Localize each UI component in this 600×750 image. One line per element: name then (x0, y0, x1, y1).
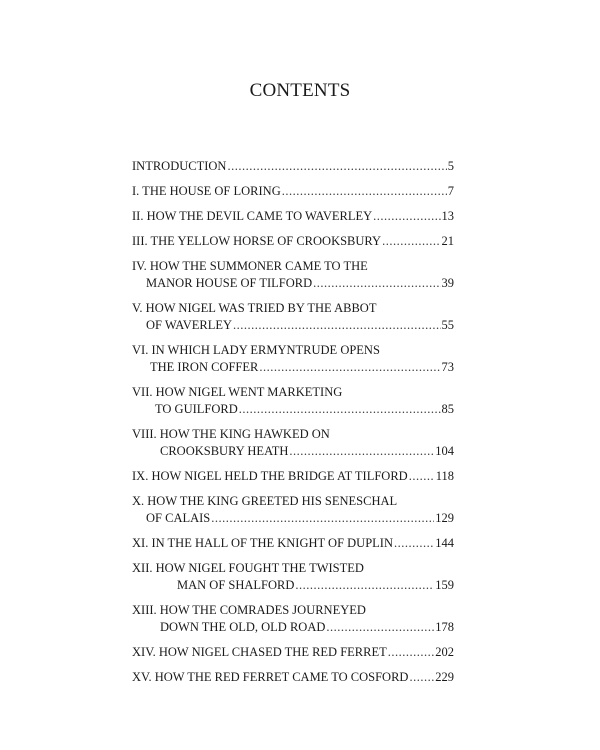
dot-leader (259, 359, 440, 376)
dot-leader (409, 468, 435, 485)
toc-entry-chapter-14[interactable] (132, 644, 454, 661)
entry-title: II. HOW THE DEVIL CAME TO WAVERLEY (132, 209, 373, 223)
entry-title-continued: MAN OF SHALFORD (177, 578, 295, 592)
entry-title: INTRODUCTION (132, 159, 227, 173)
dot-leader (382, 233, 440, 250)
dot-leader (394, 535, 434, 552)
dot-leader (373, 208, 440, 225)
dot-leader (388, 644, 435, 661)
dot-leader (239, 401, 441, 418)
toc-entry-chapter-11[interactable] (132, 535, 454, 552)
toc-entry-chapter-10[interactable] (132, 493, 454, 527)
page-number: 39 (441, 276, 454, 290)
toc-entry-introduction[interactable] (132, 158, 454, 175)
dot-leader (289, 443, 434, 460)
page-number: 178 (435, 620, 454, 634)
toc-entry-chapter-9[interactable] (132, 468, 454, 485)
page-number: 13 (441, 209, 454, 223)
toc-entry-chapter-2[interactable] (132, 208, 454, 225)
page-number: 85 (441, 402, 454, 416)
entry-title: XI. IN THE HALL OF THE KNIGHT OF DUPLIN (132, 536, 393, 550)
entry-title: VIII. HOW THE KING HAWKED ON (132, 427, 330, 441)
toc-entry-chapter-4[interactable] (132, 258, 454, 292)
page-number: 118 (435, 469, 454, 483)
page-number: 7 (447, 184, 454, 198)
toc-entry-chapter-3[interactable] (132, 233, 454, 250)
page-number: 202 (435, 645, 454, 659)
toc-entry-chapter-12[interactable] (132, 560, 454, 594)
toc-entry-chapter-5[interactable] (132, 300, 454, 334)
dot-leader (233, 317, 440, 334)
entry-title: VII. HOW NIGEL WENT MARKETING (132, 385, 343, 399)
entry-title: XIV. HOW NIGEL CHASED THE RED FERRET (132, 645, 387, 659)
entry-title: V. HOW NIGEL WAS TRIED BY THE ABBOT (132, 301, 377, 315)
entry-title: XV. HOW THE RED FERRET CAME TO COSFORD (132, 670, 409, 684)
entry-title: X. HOW THE KING GREETED HIS SENESCHAL (132, 494, 398, 508)
page-title: CONTENTS (249, 80, 351, 101)
table-of-contents (132, 158, 454, 694)
page-number: 129 (435, 511, 454, 525)
dot-leader (227, 158, 446, 175)
entry-title-continued: THE IRON COFFER (150, 360, 259, 374)
entry-title: IX. HOW NIGEL HELD THE BRIDGE AT TILFORD (132, 469, 408, 483)
entry-title-continued: CROOKSBURY HEATH (160, 444, 289, 458)
entry-title: IV. HOW THE SUMMONER CAME TO THE (132, 259, 368, 273)
page-number: 5 (447, 159, 454, 173)
page-number: 159 (435, 578, 454, 592)
page-number: 144 (435, 536, 454, 550)
entry-title: VI. IN WHICH LADY ERMYNTRUDE OPENS (132, 343, 380, 357)
page-number: 55 (441, 318, 454, 332)
toc-entry-chapter-13[interactable] (132, 602, 454, 636)
toc-entry-chapter-15[interactable] (132, 669, 454, 686)
toc-entry-chapter-8[interactable] (132, 426, 454, 460)
page-number: 104 (435, 444, 454, 458)
entry-title: I. THE HOUSE OF LORING (132, 184, 281, 198)
page-number: 229 (435, 670, 454, 684)
entry-title-continued: TO GUILFORD (155, 402, 238, 416)
entry-title: XII. HOW NIGEL FOUGHT THE TWISTED (132, 561, 364, 575)
entry-title: XIII. HOW THE COMRADES JOURNEYED (132, 603, 366, 617)
page-number: 21 (441, 234, 454, 248)
toc-entry-chapter-1[interactable] (132, 183, 454, 200)
dot-leader (282, 183, 447, 200)
dot-leader (409, 669, 434, 686)
page-number: 73 (441, 360, 454, 374)
dot-leader (313, 275, 440, 292)
toc-entry-chapter-6[interactable] (132, 342, 454, 376)
dot-leader (326, 619, 434, 636)
toc-entry-chapter-7[interactable] (132, 384, 454, 418)
entry-title-continued: DOWN THE OLD, OLD ROAD (160, 620, 326, 634)
dot-leader (211, 510, 434, 527)
dot-leader (295, 577, 434, 594)
entry-title: III. THE YELLOW HORSE OF CROOKSBURY (132, 234, 382, 248)
entry-title-continued: MANOR HOUSE OF TILFORD (146, 276, 313, 290)
entry-title-continued: OF WAVERLEY (146, 318, 233, 332)
entry-title-continued: OF CALAIS (146, 511, 211, 525)
